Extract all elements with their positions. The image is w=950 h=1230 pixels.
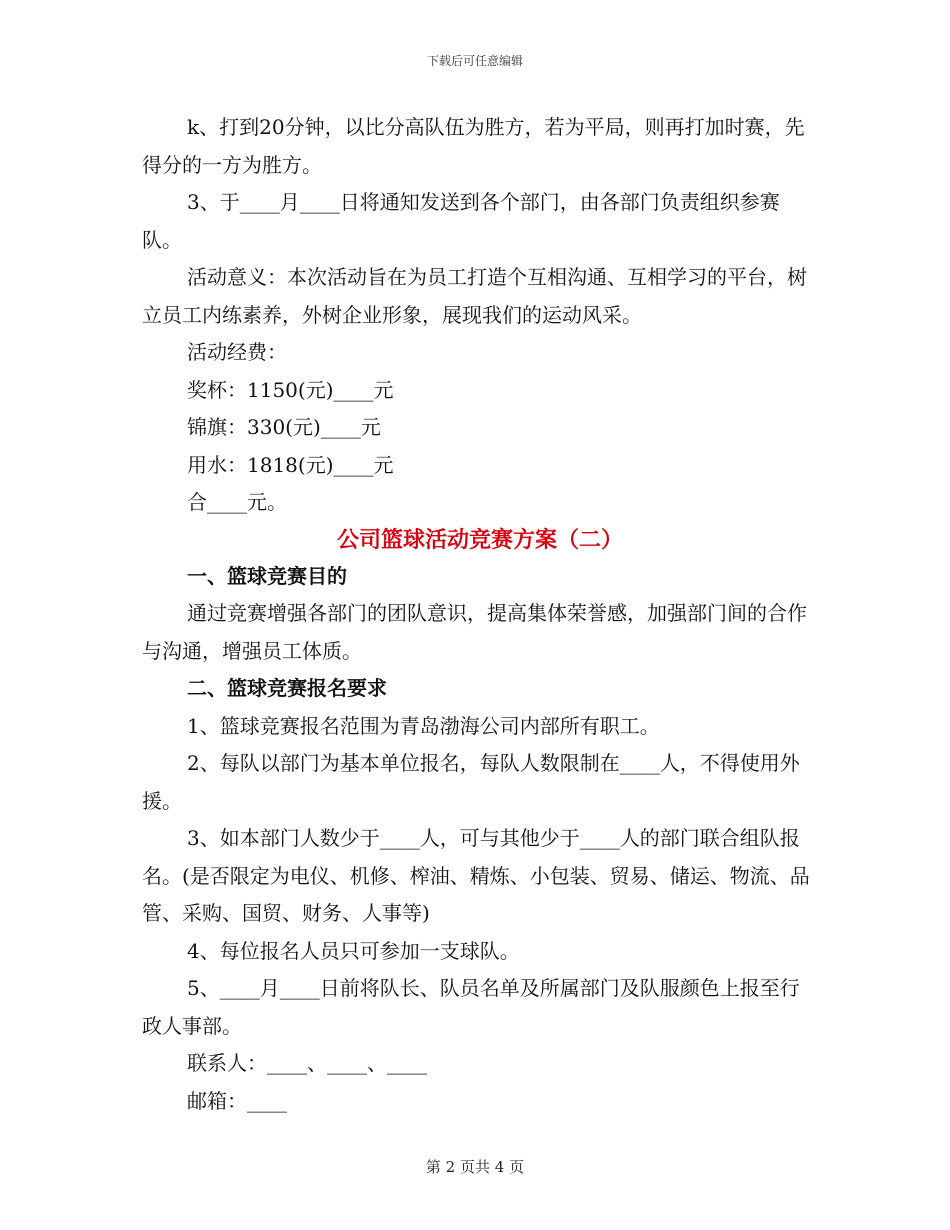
contact-line: 联系人：____、____、____	[187, 1051, 427, 1075]
requirement-item: 5、____月____日前将队长、队员名单及所属部门及队服颜色上报至行政人事部。	[142, 976, 800, 1038]
section-two-heading: 二、篮球竞赛报名要求	[187, 676, 387, 700]
requirement-item: 3、如本部门人数少于____人，可与其他少于____人的部门联合组队报名。(是否限定为电仪、机修、榨油、精炼、小包装、贸易、储运、物流、品管、采购、国贸、财务、人事等)	[142, 826, 810, 925]
requirement-item: 4、每位报名人员只可参加一支球队。	[187, 938, 520, 963]
section-one-body: 通过竞赛增强各部门的团队意识，提高集体荣誉感，加强部门间的合作与沟通，增强员工体质。	[142, 601, 807, 663]
paragraph-activity-meaning: 活动意义：本次活动旨在为员工打造个互相沟通、互相学习的平台，树立员工内练素养，外树企业形象，展现我们的运动风采。	[142, 265, 807, 327]
budget-item-water: 用水：1818(元)____元	[187, 452, 394, 477]
budget-total: 合____元。	[187, 490, 287, 514]
paragraph-activity-budget: 活动经费：	[187, 340, 287, 364]
budget-item-banner: 锦旗：330(元)____元	[187, 415, 381, 439]
requirement-item: 1、篮球竞赛报名范围为青岛渤海公司内部所有职工。	[187, 713, 660, 738]
requirement-item: 2、每队以部门为基本单位报名，每队人数限制在____人，不得使用外援。	[142, 751, 800, 813]
document-body	[142, 109, 818, 1120]
email-line: 邮箱：____	[187, 1088, 287, 1113]
section-title: 公司篮球活动竞赛方案（二）	[336, 526, 623, 553]
header-note: 下载后可任意编辑	[426, 54, 523, 68]
section-one-heading: 一、篮球竞赛目的	[187, 563, 347, 588]
paragraph-overtime-rule: k、打到20分钟，以比分高队伍为胜方，若为平局，则再打加时赛，先得分的一方为胜方。	[142, 115, 805, 177]
paragraph-notice-date: 3、于____月____日将通知发送到各个部门，由各部门负责组织参赛队。	[142, 190, 780, 252]
page-number-footer: 第 2 页共 4 页	[425, 1158, 525, 1176]
budget-item-trophy: 奖杯：1150(元)____元	[187, 377, 394, 402]
